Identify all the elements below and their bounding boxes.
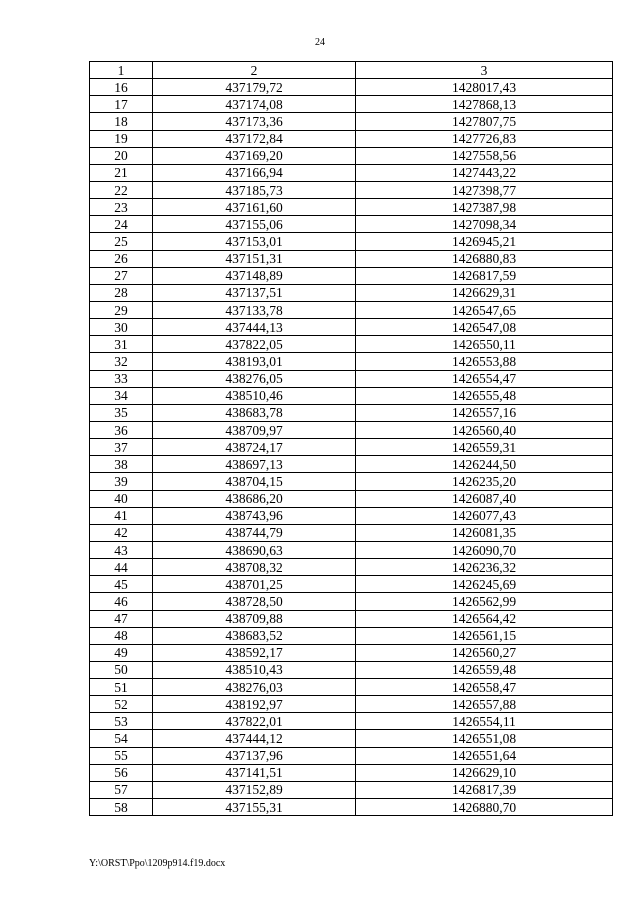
y-coordinate-cell: 1426817,39 [356, 781, 613, 798]
table-row [90, 644, 613, 661]
table-row [90, 576, 613, 593]
point-number-cell: 40 [90, 490, 153, 507]
y-coordinate-cell: 1426560,27 [356, 644, 613, 661]
table-row [90, 456, 613, 473]
table-row [90, 610, 613, 627]
point-number-cell: 37 [90, 439, 153, 456]
x-coordinate-cell: 438683,78 [153, 404, 356, 421]
table-row [90, 267, 613, 284]
point-number-cell: 51 [90, 679, 153, 696]
table-row [90, 199, 613, 216]
y-coordinate-cell: 1426629,10 [356, 764, 613, 781]
y-coordinate-cell: 1426817,59 [356, 267, 613, 284]
table-row [90, 730, 613, 747]
x-coordinate-cell: 437166,94 [153, 164, 356, 181]
point-number-cell: 35 [90, 404, 153, 421]
x-coordinate-cell: 438192,97 [153, 696, 356, 713]
point-number-cell: 25 [90, 233, 153, 250]
y-coordinate-cell: 1426236,32 [356, 559, 613, 576]
point-number-cell: 17 [90, 96, 153, 113]
x-coordinate-cell: 437822,01 [153, 713, 356, 730]
point-number-cell: 47 [90, 610, 153, 627]
x-coordinate-cell: 437172,84 [153, 130, 356, 147]
y-coordinate-cell: 1426557,16 [356, 404, 613, 421]
point-number-cell: 56 [90, 764, 153, 781]
x-coordinate-cell: 437173,36 [153, 113, 356, 130]
coordinates-table [89, 61, 613, 816]
y-coordinate-cell: 1427443,22 [356, 164, 613, 181]
point-number-cell: 33 [90, 370, 153, 387]
table-header-row [90, 62, 613, 79]
y-coordinate-cell: 1426559,48 [356, 661, 613, 678]
table-row [90, 96, 613, 113]
x-coordinate-cell: 438276,03 [153, 679, 356, 696]
y-coordinate-cell: 1426090,70 [356, 541, 613, 558]
table-row [90, 781, 613, 798]
y-coordinate-cell: 1426880,83 [356, 250, 613, 267]
table-row [90, 593, 613, 610]
y-coordinate-cell: 1426245,69 [356, 576, 613, 593]
x-coordinate-cell: 438683,52 [153, 627, 356, 644]
x-coordinate-cell: 437137,96 [153, 747, 356, 764]
point-number-cell: 52 [90, 696, 153, 713]
table-row [90, 490, 613, 507]
x-coordinate-cell: 437444,13 [153, 319, 356, 336]
x-coordinate-cell: 438510,46 [153, 387, 356, 404]
table-row [90, 79, 613, 96]
y-coordinate-cell: 1426558,47 [356, 679, 613, 696]
y-coordinate-cell: 1426077,43 [356, 507, 613, 524]
table-row [90, 284, 613, 301]
table-row [90, 336, 613, 353]
x-coordinate-cell: 437151,31 [153, 250, 356, 267]
x-coordinate-cell: 438510,43 [153, 661, 356, 678]
x-coordinate-cell: 437174,08 [153, 96, 356, 113]
y-coordinate-cell: 1427558,56 [356, 147, 613, 164]
y-coordinate-cell: 1427398,77 [356, 181, 613, 198]
x-coordinate-cell: 438276,05 [153, 370, 356, 387]
x-coordinate-cell: 437153,01 [153, 233, 356, 250]
y-coordinate-cell: 1426560,40 [356, 421, 613, 438]
x-coordinate-cell: 437141,51 [153, 764, 356, 781]
point-number-cell: 29 [90, 301, 153, 318]
point-number-cell: 58 [90, 799, 153, 816]
x-coordinate-cell: 438690,63 [153, 541, 356, 558]
column-header: 3 [356, 62, 613, 79]
y-coordinate-cell: 1427868,13 [356, 96, 613, 113]
y-coordinate-cell: 1426550,11 [356, 336, 613, 353]
table-row [90, 661, 613, 678]
y-coordinate-cell: 1426945,21 [356, 233, 613, 250]
y-coordinate-cell: 1426554,47 [356, 370, 613, 387]
table-row [90, 696, 613, 713]
point-number-cell: 46 [90, 593, 153, 610]
point-number-cell: 24 [90, 216, 153, 233]
y-coordinate-cell: 1426235,20 [356, 473, 613, 490]
table-body [90, 79, 613, 816]
point-number-cell: 50 [90, 661, 153, 678]
point-number-cell: 19 [90, 130, 153, 147]
y-coordinate-cell: 1426554,11 [356, 713, 613, 730]
table-row [90, 113, 613, 130]
table-row [90, 387, 613, 404]
x-coordinate-cell: 438708,32 [153, 559, 356, 576]
x-coordinate-cell: 437444,12 [153, 730, 356, 747]
x-coordinate-cell: 438728,50 [153, 593, 356, 610]
x-coordinate-cell: 437161,60 [153, 199, 356, 216]
y-coordinate-cell: 1427726,83 [356, 130, 613, 147]
x-coordinate-cell: 438709,88 [153, 610, 356, 627]
x-coordinate-cell: 437155,31 [153, 799, 356, 816]
y-coordinate-cell: 1426880,70 [356, 799, 613, 816]
point-number-cell: 32 [90, 353, 153, 370]
x-coordinate-cell: 438686,20 [153, 490, 356, 507]
table-row [90, 627, 613, 644]
point-number-cell: 23 [90, 199, 153, 216]
y-coordinate-cell: 1426547,08 [356, 319, 613, 336]
y-coordinate-cell: 1426561,15 [356, 627, 613, 644]
column-header: 2 [153, 62, 356, 79]
x-coordinate-cell: 438592,17 [153, 644, 356, 661]
table-row [90, 713, 613, 730]
y-coordinate-cell: 1426564,42 [356, 610, 613, 627]
point-number-cell: 57 [90, 781, 153, 798]
point-number-cell: 36 [90, 421, 153, 438]
y-coordinate-cell: 1427807,75 [356, 113, 613, 130]
table-row [90, 319, 613, 336]
y-coordinate-cell: 1426551,64 [356, 747, 613, 764]
point-number-cell: 39 [90, 473, 153, 490]
x-coordinate-cell: 437133,78 [153, 301, 356, 318]
x-coordinate-cell: 437185,73 [153, 181, 356, 198]
x-coordinate-cell: 438744,79 [153, 524, 356, 541]
y-coordinate-cell: 1426562,99 [356, 593, 613, 610]
table-row [90, 130, 613, 147]
x-coordinate-cell: 438724,17 [153, 439, 356, 456]
x-coordinate-cell: 437179,72 [153, 79, 356, 96]
point-number-cell: 20 [90, 147, 153, 164]
y-coordinate-cell: 1426081,35 [356, 524, 613, 541]
point-number-cell: 49 [90, 644, 153, 661]
x-coordinate-cell: 438709,97 [153, 421, 356, 438]
x-coordinate-cell: 438193,01 [153, 353, 356, 370]
table-row [90, 370, 613, 387]
y-coordinate-cell: 1427098,34 [356, 216, 613, 233]
point-number-cell: 41 [90, 507, 153, 524]
page-number: 24 [315, 37, 325, 48]
table-row [90, 250, 613, 267]
table-row [90, 541, 613, 558]
point-number-cell: 27 [90, 267, 153, 284]
x-coordinate-cell: 437148,89 [153, 267, 356, 284]
x-coordinate-cell: 438697,13 [153, 456, 356, 473]
table-row [90, 353, 613, 370]
point-number-cell: 31 [90, 336, 153, 353]
table-row [90, 181, 613, 198]
x-coordinate-cell: 437137,51 [153, 284, 356, 301]
y-coordinate-cell: 1428017,43 [356, 79, 613, 96]
table-row [90, 301, 613, 318]
table-row [90, 764, 613, 781]
table-row [90, 439, 613, 456]
y-coordinate-cell: 1427387,98 [356, 199, 613, 216]
x-coordinate-cell: 438704,15 [153, 473, 356, 490]
table-row [90, 421, 613, 438]
point-number-cell: 43 [90, 541, 153, 558]
x-coordinate-cell: 437152,89 [153, 781, 356, 798]
point-number-cell: 42 [90, 524, 153, 541]
point-number-cell: 18 [90, 113, 153, 130]
point-number-cell: 16 [90, 79, 153, 96]
point-number-cell: 44 [90, 559, 153, 576]
table-row [90, 799, 613, 816]
y-coordinate-cell: 1426557,88 [356, 696, 613, 713]
table-row [90, 233, 613, 250]
point-number-cell: 53 [90, 713, 153, 730]
table-row [90, 559, 613, 576]
y-coordinate-cell: 1426553,88 [356, 353, 613, 370]
table-row [90, 164, 613, 181]
x-coordinate-cell: 438701,25 [153, 576, 356, 593]
table-row [90, 524, 613, 541]
table-row [90, 147, 613, 164]
table-row [90, 747, 613, 764]
column-header: 1 [90, 62, 153, 79]
x-coordinate-cell: 437169,20 [153, 147, 356, 164]
point-number-cell: 54 [90, 730, 153, 747]
point-number-cell: 34 [90, 387, 153, 404]
point-number-cell: 28 [90, 284, 153, 301]
x-coordinate-cell: 438743,96 [153, 507, 356, 524]
y-coordinate-cell: 1426087,40 [356, 490, 613, 507]
y-coordinate-cell: 1426547,65 [356, 301, 613, 318]
table-row [90, 216, 613, 233]
table-row [90, 507, 613, 524]
table-row [90, 404, 613, 421]
y-coordinate-cell: 1426551,08 [356, 730, 613, 747]
point-number-cell: 38 [90, 456, 153, 473]
x-coordinate-cell: 437822,05 [153, 336, 356, 353]
point-number-cell: 30 [90, 319, 153, 336]
point-number-cell: 45 [90, 576, 153, 593]
footer-file-path: Y:\ORST\Ppo\1209p914.f19.docx [89, 858, 226, 869]
y-coordinate-cell: 1426244,50 [356, 456, 613, 473]
table-row [90, 473, 613, 490]
point-number-cell: 22 [90, 181, 153, 198]
point-number-cell: 26 [90, 250, 153, 267]
x-coordinate-cell: 437155,06 [153, 216, 356, 233]
point-number-cell: 55 [90, 747, 153, 764]
y-coordinate-cell: 1426629,31 [356, 284, 613, 301]
table-row [90, 679, 613, 696]
point-number-cell: 21 [90, 164, 153, 181]
y-coordinate-cell: 1426559,31 [356, 439, 613, 456]
y-coordinate-cell: 1426555,48 [356, 387, 613, 404]
point-number-cell: 48 [90, 627, 153, 644]
